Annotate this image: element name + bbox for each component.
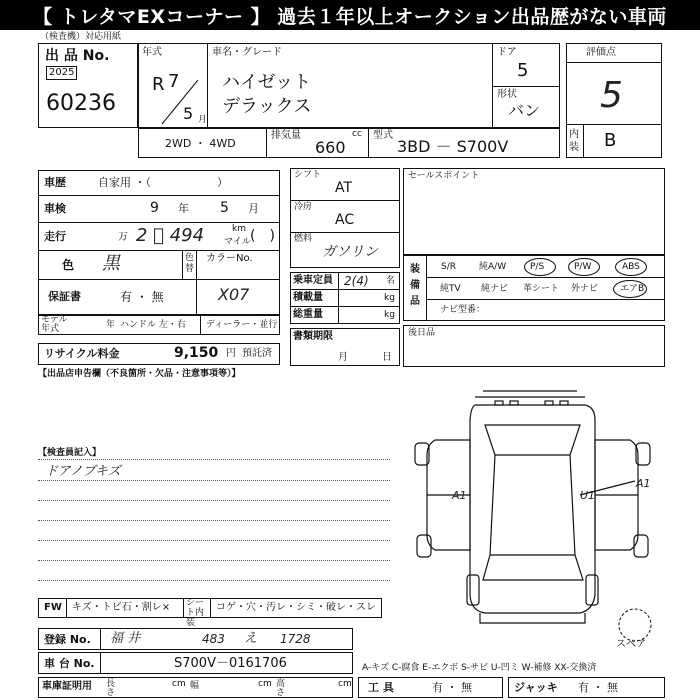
equip-pw: P/W	[574, 262, 592, 272]
year-month-unit: 月	[198, 115, 208, 125]
sales-point-box	[403, 168, 665, 255]
sales-point-label: セールスポイント	[408, 171, 480, 181]
ac-label: 冷房	[294, 202, 313, 212]
tools-value: 有 ・ 無	[432, 681, 472, 694]
seat-value: コゲ・穴・汚レ・シミ・破レ・スレ	[216, 602, 376, 613]
cert-cm-3: cm	[338, 679, 352, 689]
shape-label: 形状	[497, 89, 517, 100]
history-value: 自家用 ・（ ）	[98, 176, 228, 189]
year-month: 5	[183, 104, 194, 123]
gross-label: 総重量	[293, 309, 323, 320]
color-code-value: X07	[218, 285, 250, 304]
capacity-value: 2(4)	[344, 274, 369, 288]
cert-length: 長さ	[106, 679, 116, 698]
cert-height: 高さ	[276, 679, 286, 698]
doors-value: 5	[517, 60, 529, 81]
mileage-label: 走行	[44, 230, 66, 243]
car-damage-diagram	[405, 385, 675, 655]
recycle-note: 預託済	[242, 348, 272, 359]
lot-label: 出 品 No.	[45, 48, 110, 64]
inspection-month: 5	[220, 200, 229, 216]
equip-sr: S/R	[441, 262, 456, 272]
lot-year-stamp: 2025	[46, 66, 77, 80]
color-code-label: カラーNo.	[206, 253, 253, 264]
score-value: 5	[600, 75, 623, 116]
arrival-box	[403, 325, 665, 367]
arrival-label: 後日品	[408, 328, 436, 338]
deadline-label: 書類期限	[293, 331, 333, 342]
jack-value: 有 ・ 無	[578, 681, 618, 694]
model-type-year: 年	[106, 320, 116, 330]
inspection-year-unit: 年	[178, 202, 189, 215]
displacement-value: 660	[315, 138, 346, 157]
type-value: 3BD － S700V	[397, 137, 509, 156]
deadline-month: 月	[338, 352, 348, 363]
interior-label: 内装	[569, 129, 579, 153]
equip-ps: P/S	[530, 262, 545, 272]
reg-label: 登録 No.	[44, 633, 91, 646]
cert-width: 幅	[190, 681, 200, 691]
equip-navi-model: ナビ型番：	[440, 305, 486, 315]
shape-value: バン	[508, 101, 541, 120]
deadline-day: 日	[382, 352, 392, 363]
capacity-unit: 名	[386, 276, 396, 286]
fuel-value: ガソリン	[322, 244, 378, 260]
banner: 【 トレタマEXコーナー 】 過去１年以上オークション出品歴がない車両	[0, 0, 700, 30]
seller-notes-label: 【出品店申告欄（不良箇所・欠品・注意事項等）】	[38, 369, 241, 379]
year-era: R	[152, 74, 165, 95]
equipment-label: 装備品	[410, 264, 420, 307]
warranty-label: 保証書	[48, 290, 81, 303]
equip-abs-circle	[615, 258, 647, 276]
reg-kana: え	[244, 631, 258, 646]
inspector-value: ドアノブキズ	[45, 464, 121, 479]
damage-legend: A-キズ C-腐食 E-エクボ S-サビ U-凹ミ W-補修 XX-交換済	[362, 663, 597, 673]
cert-cm-1: cm	[172, 679, 186, 689]
shift-label: シフト	[294, 170, 322, 180]
equip-pw-circle	[568, 258, 600, 276]
ac-value: AC	[335, 212, 355, 228]
lot-number: 60236	[46, 91, 116, 116]
cert-cm-2: cm	[258, 679, 272, 689]
equip-navi: 純ナビ	[481, 284, 509, 294]
mileage-paren: ( )	[250, 228, 275, 244]
jack-label: ジャッキ	[514, 681, 558, 694]
doors-label: ドア	[497, 47, 517, 58]
color-sub-label: 色替	[185, 253, 195, 274]
equip-leather: 革シート	[523, 284, 560, 294]
displacement-unit: cc	[352, 129, 362, 139]
fw-value: キズ・トビ石・割レ×	[72, 602, 171, 613]
capacity-label: 乗車定員	[293, 275, 333, 286]
sheet-subtitle: （検査機）対応用紙	[40, 32, 122, 42]
fw-label: FW	[44, 602, 62, 613]
fuel-label: 燃料	[294, 234, 313, 244]
equip-airbag: エアB	[620, 284, 645, 294]
drive-label: 2WD ・ 4WD	[165, 137, 236, 150]
mileage-value: 2 ゙ 494	[136, 225, 205, 246]
year-value: 7	[168, 71, 180, 92]
diagram-mark-left: A1	[452, 489, 467, 502]
diagram-mark-front: A1	[636, 477, 651, 490]
chassis-label: 車 台 No.	[44, 657, 95, 670]
shift-value: AT	[335, 180, 353, 196]
year-label: 年式	[142, 47, 162, 58]
equip-tv: 純TV	[440, 284, 461, 294]
cert-label: 車庫証明用	[42, 681, 92, 692]
recycle-label: リサイクル料金	[44, 347, 120, 360]
model-type-handle: ハンドル 左・右	[120, 320, 186, 330]
equip-aw: 純A/W	[479, 262, 507, 272]
reg-class: 483	[202, 632, 225, 646]
model-name: ハイゼット	[222, 72, 312, 93]
displacement-label: 排気量	[271, 130, 301, 141]
equip-ps-circle	[524, 258, 556, 276]
seat-label: シート内装	[186, 598, 205, 628]
reg-pref: 福 井	[110, 631, 141, 646]
model-label: 車名・グレード	[212, 47, 282, 58]
equip-ext-navi: 外ナビ	[571, 284, 599, 294]
year-slash	[160, 78, 200, 126]
warranty-value: 有 ・ 無	[120, 290, 164, 304]
color-value: 黒	[102, 253, 120, 274]
model-type-label: モデル年式	[41, 315, 68, 335]
recycle-unit: 円	[226, 348, 236, 359]
equip-airbag-circle	[613, 280, 647, 298]
interior-value: B	[604, 130, 617, 151]
type-label: 型式	[373, 130, 393, 141]
reg-num: 1728	[280, 632, 311, 646]
score-label: 評価点	[586, 47, 616, 58]
history-label: 車歴	[44, 176, 66, 189]
diagram-mark-right: U1	[580, 489, 596, 502]
color-label: 色	[62, 258, 75, 272]
inspector-label: 【検査員記入】	[38, 448, 102, 458]
inspection-year: 9	[150, 200, 159, 216]
model-type-dealer: ディーラー・並行	[206, 320, 278, 330]
mileage-man: 万	[118, 232, 128, 243]
inspection-month-unit: 月	[248, 202, 259, 215]
recycle-value: 9,150	[174, 345, 219, 361]
equip-abs: ABS	[622, 262, 640, 272]
spare-label: スペア	[616, 639, 646, 650]
chassis-value: S700V－0161706	[174, 656, 287, 671]
mileage-mile: マイル	[224, 237, 251, 247]
gross-unit: kg	[384, 310, 395, 320]
load-label: 積載量	[293, 292, 323, 303]
inspection-label: 車検	[44, 202, 66, 215]
load-unit: kg	[384, 293, 395, 303]
mileage-km: km	[232, 224, 246, 234]
model-grade: デラックス	[222, 96, 312, 117]
tools-label: 工 具	[368, 681, 394, 694]
